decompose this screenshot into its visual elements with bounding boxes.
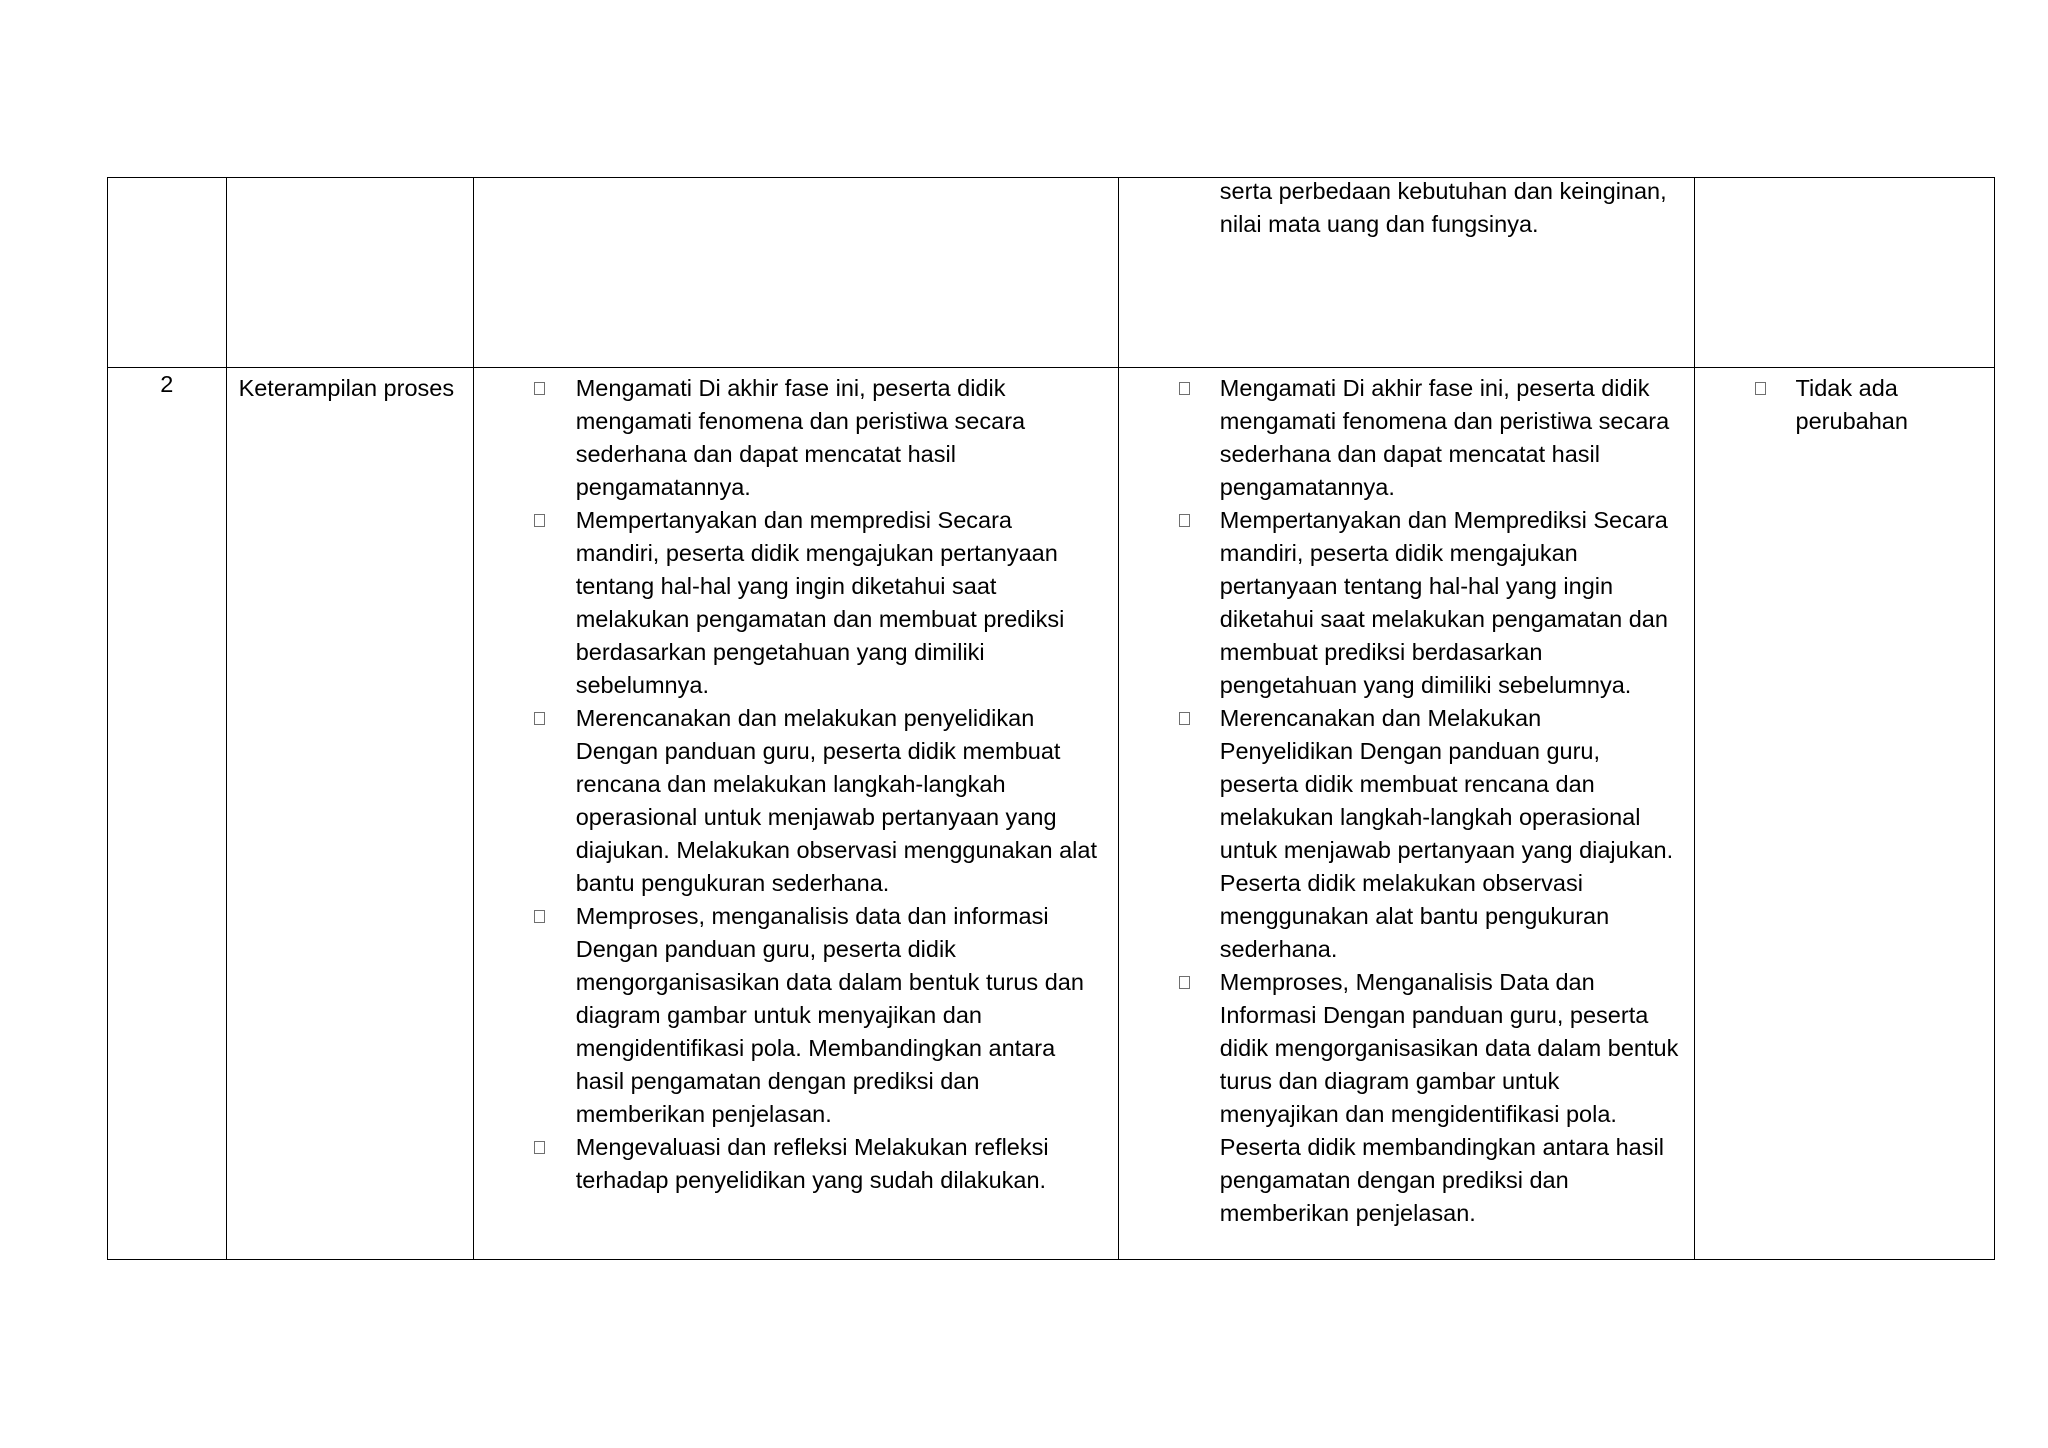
list-item — [474, 372, 1118, 504]
table-row — [108, 368, 1995, 1260]
list-item-text: Mengamati Di akhir fase ini, peserta didik mengamati fenomena dan peristiwa secara sederhana dan dapat mencatat hasil pengamatannya. — [575, 375, 1026, 500]
list-item — [474, 1131, 1118, 1197]
list-item-text: Merencanakan dan melakukan penyelidikan Dengan panduan guru, peserta didik membuat rencana dan melakukan langkah-langkah operasional untuk menjawab pertanyaan yang diajukan. Melakukan observasi menggunakan alat bantu pengukuran sederhana. — [575, 705, 1097, 896]
square-bullet-icon — [1179, 514, 1190, 527]
list-item — [1119, 702, 1694, 966]
cell-col3-empty — [473, 178, 1118, 368]
cell-aspect-empty — [226, 178, 473, 368]
comparison-table — [107, 177, 1995, 1260]
cell-col3 — [473, 368, 1118, 1260]
cell-col4-continued — [1118, 178, 1694, 368]
list-item — [474, 504, 1118, 702]
square-bullet-icon — [1179, 382, 1190, 395]
list-item-text: Memproses, Menganalisis Data dan Informasi Dengan panduan guru, peserta didik mengorganisasikan data dalam bentuk turus dan diagram gambar untuk menyajikan dan mengidentifikasi pola. Peserta didik membandingkan antara hasil pengamatan dengan prediksi dan memberikan penjelasan. — [1219, 969, 1679, 1226]
square-bullet-icon — [534, 712, 545, 725]
list-item — [1119, 966, 1694, 1230]
list-item — [474, 900, 1118, 1131]
square-bullet-icon — [1179, 712, 1190, 725]
col4-bullet-list — [1119, 368, 1694, 1232]
list-item — [1119, 504, 1694, 702]
list-item-text: Merencanakan dan Melakukan Penyelidikan Dengan panduan guru, peserta didik membuat rencana dan melakukan langkah-langkah operasional untuk menjawab pertanyaan yang diajukan. Peserta didik melakukan observasi menggunakan alat bantu pengukuran sederhana. — [1219, 705, 1674, 962]
square-bullet-icon — [1755, 382, 1766, 395]
square-bullet-icon — [534, 1141, 545, 1154]
table-row-continued — [108, 178, 1995, 368]
list-item-text: Mengevaluasi dan refleksi Melakukan refleksi terhadap penyelidikan yang sudah dilakukan. — [575, 1134, 1049, 1193]
list-item-text: Memproses, menganalisis data dan informasi Dengan panduan guru, peserta didik mengorganisasikan data dalam bentuk turus dan diagram gambar untuk menyajikan dan mengidentifikasi pola. Membandingkan antara hasil pengamatan dengan prediksi dan memberikan penjelasan. — [575, 903, 1084, 1127]
cell-col5-empty — [1694, 178, 1994, 368]
list-item-text: Mempertanyakan dan mempredisi Secara mandiri, peserta didik mengajukan pertanyaan tentang hal-hal yang ingin diketahui saat melakukan pengamatan dan membuat prediksi berdasarkan pengetahuan yang dimiliki sebelumnya. — [575, 507, 1065, 698]
cell-number-empty — [108, 178, 227, 368]
cell-aspect — [226, 368, 473, 1260]
list-item — [1695, 372, 1994, 438]
cell-col5 — [1694, 368, 1994, 1260]
col5-bullet-list — [1695, 368, 1994, 440]
list-item — [474, 702, 1118, 900]
list-item — [1119, 372, 1694, 504]
continued-text: serta perbedaan kebutuhan dan keinginan, nilai mata uang dan fungsinya. — [1219, 178, 1667, 237]
square-bullet-icon — [534, 514, 545, 527]
list-item-text: Mempertanyakan dan Memprediksi Secara mandiri, peserta didik mengajukan pertanyaan tentang hal-hal yang ingin diketahui saat melakukan pengamatan dan membuat prediksi berdasarkan pengetahuan yang dimiliki sebelumnya. — [1219, 507, 1668, 698]
col3-bullet-list — [474, 368, 1118, 1199]
list-item-text: Mengamati Di akhir fase ini, peserta didik mengamati fenomena dan peristiwa secara sederhana dan dapat mencatat hasil pengamatannya. — [1219, 375, 1670, 500]
square-bullet-icon — [534, 910, 545, 923]
row-number: 2 — [108, 368, 227, 1260]
square-bullet-icon — [1179, 976, 1190, 989]
square-bullet-icon — [534, 382, 545, 395]
aspect-label: Keterampilan proses — [238, 375, 455, 401]
list-item-text: Tidak ada perubahan — [1795, 375, 1908, 434]
cell-col4 — [1118, 368, 1694, 1260]
